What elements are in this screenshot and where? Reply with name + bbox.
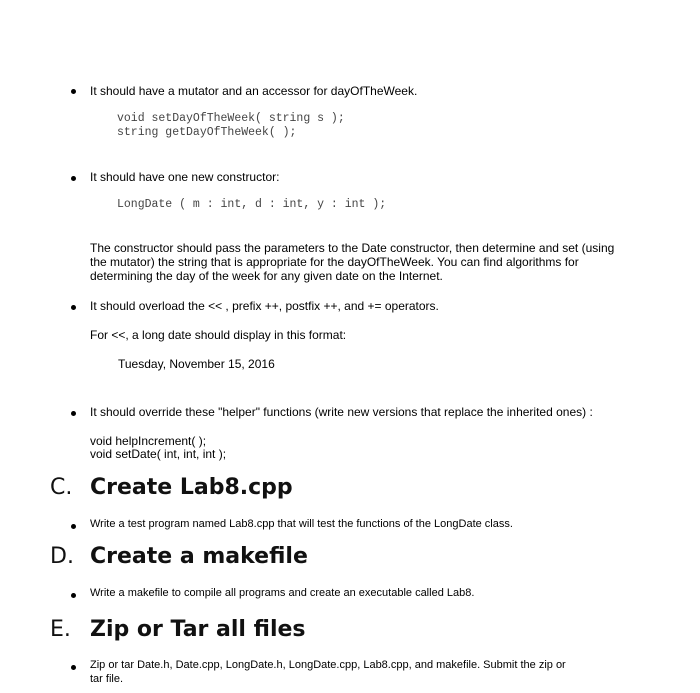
bullet-text: It should overload the << , prefix ++, postfix ++, and += operators. bbox=[90, 299, 439, 313]
bullet-icon bbox=[71, 411, 76, 416]
paragraph: For <<, a long date should display in this format: bbox=[90, 328, 347, 342]
bullet-text: Write a makefile to compile all programs and create an executable called Lab8. bbox=[90, 587, 475, 599]
bullet-text: Zip or tar Date.h, Date.cpp, LongDate.h, LongDate.cpp, Lab8.cpp, and makefile. Submit the zip or bbox=[90, 659, 566, 671]
bullet-text: tar file. bbox=[90, 673, 124, 685]
code-line: void setDate( int, int, int ); bbox=[90, 447, 227, 461]
code-line: void setDayOfTheWeek( string s ); bbox=[117, 112, 345, 125]
bullet-text: It should have one new constructor: bbox=[90, 170, 280, 184]
bullet-text: It should have a mutator and an accessor for dayOfTheWeek. bbox=[90, 84, 418, 98]
section-letter: D. bbox=[50, 544, 74, 569]
section-heading: Create a makefile bbox=[90, 544, 308, 569]
paragraph-line: determining the day of the week for any given date on the Internet. bbox=[90, 269, 443, 283]
bullet-icon bbox=[71, 176, 76, 181]
section-heading: Zip or Tar all files bbox=[90, 617, 306, 642]
section-heading: Create Lab8.cpp bbox=[90, 475, 293, 500]
paragraph-line: the mutator) the string that is appropriate for the dayOfTheWeek. You can find algorithms for bbox=[90, 255, 579, 269]
date-example: Tuesday, November 15, 2016 bbox=[118, 357, 275, 371]
section-letter: C. bbox=[50, 475, 73, 500]
bullet-icon bbox=[71, 89, 76, 94]
code-line: LongDate ( m : int, d : int, y : int ); bbox=[117, 198, 387, 211]
code-line: string getDayOfTheWeek( ); bbox=[117, 126, 297, 139]
bullet-icon bbox=[71, 665, 76, 670]
bullet-icon bbox=[71, 524, 76, 529]
bullet-icon bbox=[71, 593, 76, 598]
section-letter: E. bbox=[50, 617, 71, 642]
bullet-text: Write a test program named Lab8.cpp that will test the functions of the LongDate class. bbox=[90, 518, 513, 530]
code-line: void helpIncrement( ); bbox=[90, 434, 207, 448]
bullet-text: It should override these "helper" functions (write new versions that replace the inherited ones) : bbox=[90, 405, 593, 419]
bullet-icon bbox=[71, 305, 76, 310]
paragraph-line: The constructor should pass the parameters to the Date constructor, then determine and set (using bbox=[90, 241, 615, 255]
